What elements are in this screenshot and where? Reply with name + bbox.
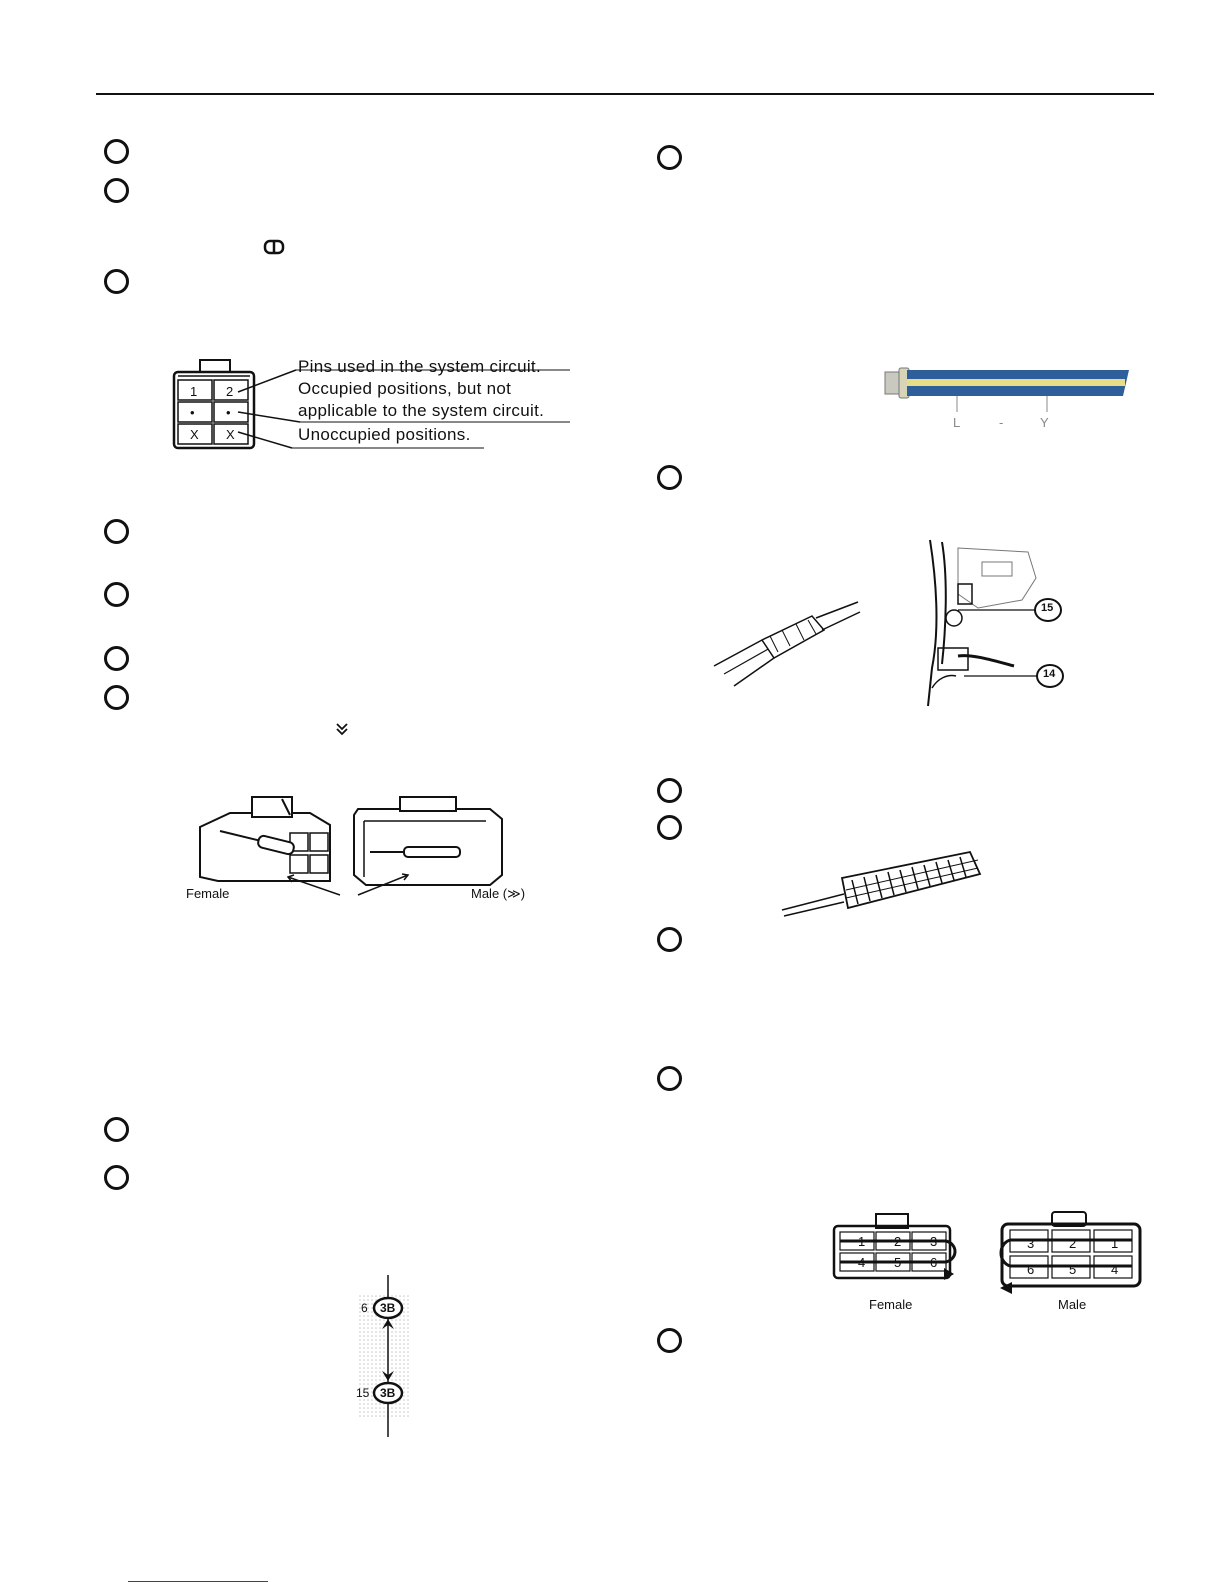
section-marker: [657, 927, 682, 952]
callout-number: 15: [1041, 602, 1054, 614]
male-pin: 5: [1069, 1262, 1077, 1277]
male-pin: 4: [1111, 1262, 1119, 1277]
section-marker: [104, 685, 129, 710]
callout-number: 14: [1043, 668, 1056, 680]
section-marker: [104, 1165, 129, 1190]
section-marker: [104, 646, 129, 671]
female-pin: 3: [930, 1234, 938, 1249]
pin-cell: 1: [190, 384, 198, 399]
legend-unoccupied: Unoccupied positions.: [298, 425, 471, 444]
section-marker: [657, 145, 682, 170]
section-marker: [104, 1117, 129, 1142]
male-pin: 2: [1069, 1236, 1077, 1251]
pin-cell: X: [190, 427, 199, 442]
page-link-underline[interactable]: [128, 1580, 268, 1582]
female-pin: 1: [858, 1234, 866, 1249]
splice-diagram: [355, 1275, 415, 1437]
female-pin: 2: [894, 1234, 902, 1249]
splice-bottom-number: 15: [356, 1386, 370, 1400]
legend-occupied-line1: Occupied positions, but not: [298, 379, 512, 398]
connector-male-label: Male (≫): [471, 886, 526, 901]
wire-base-code: L: [953, 415, 961, 430]
section-marker: [657, 815, 682, 840]
braided-shield-wire: [782, 850, 982, 918]
pin-cell: X: [226, 427, 235, 442]
connector-pair-diagram: [190, 785, 510, 900]
section-marker: [104, 519, 129, 544]
header-rule: [96, 93, 1154, 95]
female-pin: 4: [858, 1255, 866, 1270]
splice-top-code: 3B: [380, 1301, 396, 1315]
section-marker: [657, 465, 682, 490]
splice-bottom-code: 3B: [380, 1386, 396, 1400]
legend-pins-used: Pins used in the system circuit.: [298, 357, 541, 376]
pin-order-male-label: Male: [1058, 1297, 1087, 1312]
section-marker: [657, 778, 682, 803]
section-marker: [104, 582, 129, 607]
male-pin: 3: [1027, 1236, 1035, 1251]
pin-order-female-label: Female: [869, 1297, 913, 1312]
pin-cell: 2: [226, 384, 234, 399]
splice-top-number: 6: [361, 1301, 368, 1315]
harness-location-illustration: [918, 538, 1068, 710]
wire-stripe-code: Y: [1040, 415, 1049, 430]
section-marker: [657, 1328, 682, 1353]
section-marker: [104, 178, 129, 203]
legend-occupied-line2: applicable to the system circuit.: [298, 401, 545, 420]
wire-color-illustration: [885, 364, 1135, 434]
connector-icon: [263, 239, 285, 255]
female-pin: 6: [930, 1255, 938, 1270]
female-pin: 5: [894, 1255, 902, 1270]
pin-cell: •: [190, 405, 195, 420]
section-marker: [104, 269, 129, 294]
pin-cell: •: [226, 405, 231, 420]
male-pin: 6: [1027, 1262, 1035, 1277]
male-pin: 1: [1111, 1236, 1119, 1251]
section-marker: [104, 139, 129, 164]
wire-separator: -: [999, 415, 1004, 430]
male-terminal-symbol: [335, 722, 349, 736]
connector-female-label: Female: [186, 886, 230, 901]
spliced-wire-illustration: [712, 600, 862, 692]
section-marker: [657, 1066, 682, 1091]
